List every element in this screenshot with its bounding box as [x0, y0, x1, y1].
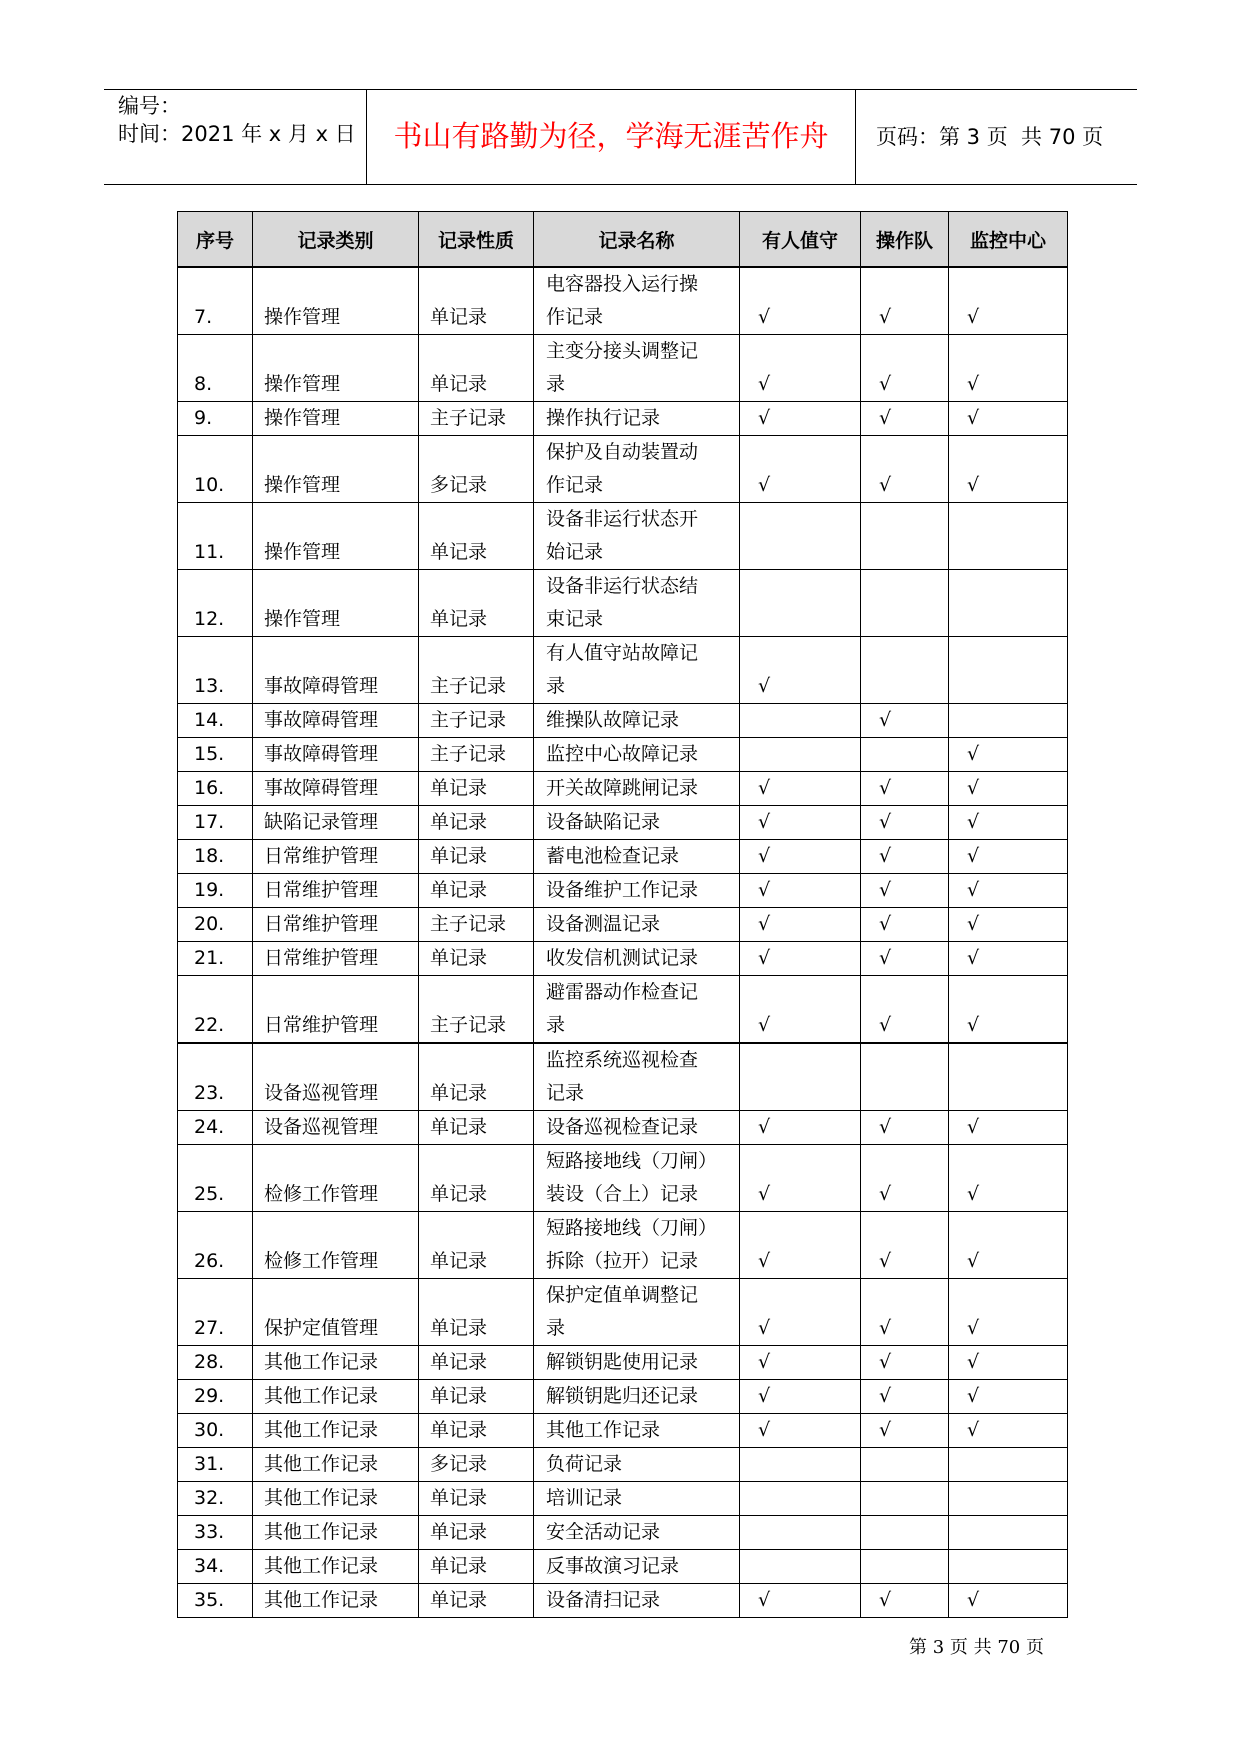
record-nature-cell: 单记录 — [419, 267, 534, 335]
center-check-cell: √ — [949, 1414, 1068, 1448]
row-number-cell: 7. — [178, 267, 253, 335]
page-header — [104, 89, 1137, 185]
center-check-cell — [949, 1516, 1068, 1550]
manned-check-cell — [740, 570, 861, 637]
table-row — [178, 1279, 1068, 1346]
record-category-cell: 设备巡视管理 — [253, 1043, 419, 1111]
record-nature-cell: 单记录 — [419, 503, 534, 570]
manned-check-cell: √ — [740, 436, 861, 503]
row-number-cell: 20. — [178, 908, 253, 942]
record-nature-cell: 单记录 — [419, 772, 534, 806]
team-check-cell: √ — [861, 704, 949, 738]
record-nature-cell: 单记录 — [419, 1279, 534, 1346]
record-nature-cell: 单记录 — [419, 1516, 534, 1550]
table-row — [178, 1346, 1068, 1380]
record-name-cell: 解锁钥匙归还记录 — [534, 1380, 740, 1414]
manned-check-cell: √ — [740, 806, 861, 840]
team-check-cell — [861, 570, 949, 637]
record-nature-cell: 单记录 — [419, 1145, 534, 1212]
team-check-cell: √ — [861, 436, 949, 503]
record-name-cell: 设备测温记录 — [534, 908, 740, 942]
record-name-cell: 操作执行记录 — [534, 402, 740, 436]
row-number-cell: 16. — [178, 772, 253, 806]
record-category-cell: 检修工作管理 — [253, 1145, 419, 1212]
table-row — [178, 436, 1068, 503]
document-time-label: 时间：2021 年 x 月 x 日 — [118, 122, 356, 146]
record-category-cell: 缺陷记录管理 — [253, 806, 419, 840]
row-number-cell: 13. — [178, 637, 253, 704]
record-category-cell: 其他工作记录 — [253, 1516, 419, 1550]
table-row — [178, 1111, 1068, 1145]
row-number-cell: 17. — [178, 806, 253, 840]
row-number-cell: 32. — [178, 1482, 253, 1516]
center-check-cell: √ — [949, 738, 1068, 772]
record-nature-cell: 单记录 — [419, 1043, 534, 1111]
row-number-cell: 28. — [178, 1346, 253, 1380]
row-number-cell: 25. — [178, 1145, 253, 1212]
column-header-number: 序号 — [178, 212, 253, 268]
record-category-cell: 其他工作记录 — [253, 1550, 419, 1584]
manned-check-cell: √ — [740, 1346, 861, 1380]
record-name-cell: 设备维护工作记录 — [534, 874, 740, 908]
team-check-cell — [861, 1550, 949, 1584]
record-nature-cell: 主子记录 — [419, 704, 534, 738]
manned-check-cell: √ — [740, 908, 861, 942]
team-check-cell — [861, 637, 949, 704]
team-check-cell — [861, 1482, 949, 1516]
record-category-cell: 保护定值管理 — [253, 1279, 419, 1346]
manned-check-cell: √ — [740, 1111, 861, 1145]
table-row — [178, 402, 1068, 436]
table-row — [178, 738, 1068, 772]
record-category-cell: 操作管理 — [253, 570, 419, 637]
center-check-cell — [949, 503, 1068, 570]
table-row — [178, 637, 1068, 704]
record-nature-cell: 单记录 — [419, 840, 534, 874]
manned-check-cell: √ — [740, 1212, 861, 1279]
center-check-cell: √ — [949, 1111, 1068, 1145]
table-header-row — [178, 212, 1068, 268]
record-nature-cell: 单记录 — [419, 1346, 534, 1380]
header-page-number: 页码：第 3 页 共 70 页 — [876, 125, 1104, 149]
record-name-cell: 维操队故障记录 — [534, 704, 740, 738]
record-name-cell: 反事故演习记录 — [534, 1550, 740, 1584]
record-category-cell: 操作管理 — [253, 267, 419, 335]
team-check-cell: √ — [861, 267, 949, 335]
manned-check-cell: √ — [740, 335, 861, 402]
record-name-cell: 设备非运行状态开 始记录 — [534, 503, 740, 570]
record-name-cell: 设备非运行状态结 束记录 — [534, 570, 740, 637]
record-category-cell: 日常维护管理 — [253, 840, 419, 874]
row-number-cell: 34. — [178, 1550, 253, 1584]
header-motto: 书山有路勤为径，学海无涯苦作舟 — [393, 119, 829, 153]
column-header-nature: 记录性质 — [419, 212, 534, 268]
row-number-cell: 35. — [178, 1584, 253, 1618]
center-check-cell: √ — [949, 1380, 1068, 1414]
manned-check-cell — [740, 1516, 861, 1550]
manned-check-cell: √ — [740, 1380, 861, 1414]
record-category-cell: 其他工作记录 — [253, 1414, 419, 1448]
record-name-cell: 设备清扫记录 — [534, 1584, 740, 1618]
record-category-cell: 事故障碍管理 — [253, 637, 419, 704]
team-check-cell: √ — [861, 840, 949, 874]
center-check-cell: √ — [949, 1212, 1068, 1279]
record-nature-cell: 单记录 — [419, 1482, 534, 1516]
records-table-body — [178, 267, 1068, 1618]
table-row — [178, 976, 1068, 1044]
manned-check-cell: √ — [740, 1279, 861, 1346]
table-row — [178, 772, 1068, 806]
row-number-cell: 31. — [178, 1448, 253, 1482]
team-check-cell: √ — [861, 806, 949, 840]
team-check-cell: √ — [861, 1145, 949, 1212]
row-number-cell: 9. — [178, 402, 253, 436]
table-row — [178, 335, 1068, 402]
center-check-cell: √ — [949, 267, 1068, 335]
record-name-cell: 主变分接头调整记 录 — [534, 335, 740, 402]
manned-check-cell: √ — [740, 976, 861, 1044]
center-check-cell: √ — [949, 1279, 1068, 1346]
row-number-cell: 23. — [178, 1043, 253, 1111]
row-number-cell: 22. — [178, 976, 253, 1044]
row-number-cell: 26. — [178, 1212, 253, 1279]
team-check-cell: √ — [861, 976, 949, 1044]
manned-check-cell — [740, 1448, 861, 1482]
manned-check-cell — [740, 704, 861, 738]
table-row — [178, 840, 1068, 874]
record-category-cell: 其他工作记录 — [253, 1584, 419, 1618]
record-nature-cell: 主子记录 — [419, 738, 534, 772]
center-check-cell — [949, 637, 1068, 704]
center-check-cell — [949, 1043, 1068, 1111]
manned-check-cell — [740, 503, 861, 570]
record-category-cell: 检修工作管理 — [253, 1212, 419, 1279]
record-name-cell: 设备缺陷记录 — [534, 806, 740, 840]
record-name-cell: 负荷记录 — [534, 1448, 740, 1482]
center-check-cell: √ — [949, 436, 1068, 503]
team-check-cell: √ — [861, 1414, 949, 1448]
manned-check-cell: √ — [740, 402, 861, 436]
table-row — [178, 1448, 1068, 1482]
record-name-cell: 有人值守站故障记 录 — [534, 637, 740, 704]
record-nature-cell: 单记录 — [419, 335, 534, 402]
manned-check-cell: √ — [740, 772, 861, 806]
table-row — [178, 1414, 1068, 1448]
manned-check-cell: √ — [740, 267, 861, 335]
record-nature-cell: 主子记录 — [419, 637, 534, 704]
row-number-cell: 15. — [178, 738, 253, 772]
team-check-cell — [861, 503, 949, 570]
record-category-cell: 日常维护管理 — [253, 908, 419, 942]
manned-check-cell — [740, 1550, 861, 1584]
center-check-cell: √ — [949, 908, 1068, 942]
table-row — [178, 570, 1068, 637]
document-number-label: 编号： — [118, 94, 181, 118]
table-row — [178, 1212, 1068, 1279]
manned-check-cell: √ — [740, 1145, 861, 1212]
record-name-cell: 蓄电池检查记录 — [534, 840, 740, 874]
record-nature-cell: 单记录 — [419, 1380, 534, 1414]
center-check-cell: √ — [949, 976, 1068, 1044]
manned-check-cell: √ — [740, 1584, 861, 1618]
table-row — [178, 874, 1068, 908]
records-table — [177, 211, 1068, 1618]
header-divider — [855, 90, 856, 184]
record-name-cell: 保护定值单调整记 录 — [534, 1279, 740, 1346]
record-name-cell: 监控中心故障记录 — [534, 738, 740, 772]
record-nature-cell: 单记录 — [419, 874, 534, 908]
record-category-cell: 事故障碍管理 — [253, 704, 419, 738]
record-name-cell: 监控系统巡视检查 记录 — [534, 1043, 740, 1111]
row-number-cell: 29. — [178, 1380, 253, 1414]
team-check-cell — [861, 1043, 949, 1111]
record-category-cell: 日常维护管理 — [253, 976, 419, 1044]
row-number-cell: 11. — [178, 503, 253, 570]
record-nature-cell: 单记录 — [419, 1550, 534, 1584]
manned-check-cell: √ — [740, 637, 861, 704]
center-check-cell — [949, 704, 1068, 738]
record-nature-cell: 单记录 — [419, 1111, 534, 1145]
record-nature-cell: 单记录 — [419, 942, 534, 976]
center-check-cell — [949, 1448, 1068, 1482]
team-check-cell: √ — [861, 1380, 949, 1414]
center-check-cell: √ — [949, 1346, 1068, 1380]
record-category-cell: 操作管理 — [253, 436, 419, 503]
record-name-cell: 短路接地线（刀闸） 装设（合上）记录 — [534, 1145, 740, 1212]
manned-check-cell — [740, 738, 861, 772]
manned-check-cell: √ — [740, 840, 861, 874]
record-name-cell: 安全活动记录 — [534, 1516, 740, 1550]
center-check-cell — [949, 1550, 1068, 1584]
manned-check-cell: √ — [740, 942, 861, 976]
row-number-cell: 30. — [178, 1414, 253, 1448]
record-nature-cell: 单记录 — [419, 1414, 534, 1448]
record-name-cell: 解锁钥匙使用记录 — [534, 1346, 740, 1380]
page-footer: 第 3 页 共 70 页 — [909, 1637, 1044, 1658]
record-name-cell: 开关故障跳闸记录 — [534, 772, 740, 806]
record-category-cell: 操作管理 — [253, 503, 419, 570]
center-check-cell: √ — [949, 874, 1068, 908]
column-header-team: 操作队 — [861, 212, 949, 268]
table-row — [178, 1516, 1068, 1550]
table-row — [178, 1145, 1068, 1212]
row-number-cell: 14. — [178, 704, 253, 738]
record-name-cell: 培训记录 — [534, 1482, 740, 1516]
column-header-name: 记录名称 — [534, 212, 740, 268]
record-nature-cell: 单记录 — [419, 806, 534, 840]
team-check-cell: √ — [861, 942, 949, 976]
table-row — [178, 704, 1068, 738]
record-category-cell: 日常维护管理 — [253, 942, 419, 976]
table-row — [178, 1584, 1068, 1618]
record-name-cell: 电容器投入运行操 作记录 — [534, 267, 740, 335]
team-check-cell — [861, 1516, 949, 1550]
manned-check-cell — [740, 1043, 861, 1111]
center-check-cell: √ — [949, 1584, 1068, 1618]
manned-check-cell: √ — [740, 1414, 861, 1448]
header-meta — [118, 92, 356, 148]
record-category-cell: 其他工作记录 — [253, 1482, 419, 1516]
team-check-cell — [861, 1448, 949, 1482]
record-category-cell: 其他工作记录 — [253, 1448, 419, 1482]
team-check-cell: √ — [861, 335, 949, 402]
record-nature-cell: 单记录 — [419, 570, 534, 637]
record-category-cell: 操作管理 — [253, 402, 419, 436]
record-name-cell: 避雷器动作检查记 录 — [534, 976, 740, 1044]
column-header-center: 监控中心 — [949, 212, 1068, 268]
manned-check-cell: √ — [740, 874, 861, 908]
team-check-cell: √ — [861, 402, 949, 436]
table-row — [178, 503, 1068, 570]
row-number-cell: 8. — [178, 335, 253, 402]
center-check-cell: √ — [949, 335, 1068, 402]
column-header-manned: 有人值守 — [740, 212, 861, 268]
center-check-cell: √ — [949, 1145, 1068, 1212]
center-check-cell — [949, 1482, 1068, 1516]
row-number-cell: 19. — [178, 874, 253, 908]
record-name-cell: 收发信机测试记录 — [534, 942, 740, 976]
table-row — [178, 908, 1068, 942]
record-category-cell: 设备巡视管理 — [253, 1111, 419, 1145]
record-category-cell: 其他工作记录 — [253, 1346, 419, 1380]
record-nature-cell: 单记录 — [419, 1584, 534, 1618]
table-row — [178, 806, 1068, 840]
center-check-cell: √ — [949, 942, 1068, 976]
record-category-cell: 事故障碍管理 — [253, 738, 419, 772]
row-number-cell: 10. — [178, 436, 253, 503]
table-row — [178, 1550, 1068, 1584]
record-name-cell: 设备巡视检查记录 — [534, 1111, 740, 1145]
row-number-cell: 21. — [178, 942, 253, 976]
table-row — [178, 1482, 1068, 1516]
record-nature-cell: 主子记录 — [419, 908, 534, 942]
record-nature-cell: 主子记录 — [419, 402, 534, 436]
table-row — [178, 1043, 1068, 1111]
row-number-cell: 24. — [178, 1111, 253, 1145]
column-header-category: 记录类别 — [253, 212, 419, 268]
team-check-cell: √ — [861, 1346, 949, 1380]
table-row — [178, 942, 1068, 976]
record-category-cell: 日常维护管理 — [253, 874, 419, 908]
team-check-cell: √ — [861, 1584, 949, 1618]
record-category-cell: 操作管理 — [253, 335, 419, 402]
team-check-cell: √ — [861, 1279, 949, 1346]
center-check-cell: √ — [949, 772, 1068, 806]
manned-check-cell — [740, 1482, 861, 1516]
record-category-cell: 其他工作记录 — [253, 1380, 419, 1414]
record-nature-cell: 单记录 — [419, 1212, 534, 1279]
record-nature-cell: 多记录 — [419, 1448, 534, 1482]
center-check-cell — [949, 570, 1068, 637]
row-number-cell: 33. — [178, 1516, 253, 1550]
team-check-cell: √ — [861, 772, 949, 806]
team-check-cell: √ — [861, 1111, 949, 1145]
center-check-cell: √ — [949, 402, 1068, 436]
team-check-cell — [861, 738, 949, 772]
team-check-cell: √ — [861, 1212, 949, 1279]
record-name-cell: 保护及自动装置动 作记录 — [534, 436, 740, 503]
record-nature-cell: 主子记录 — [419, 976, 534, 1044]
row-number-cell: 12. — [178, 570, 253, 637]
team-check-cell: √ — [861, 874, 949, 908]
record-nature-cell: 多记录 — [419, 436, 534, 503]
row-number-cell: 18. — [178, 840, 253, 874]
table-row — [178, 1380, 1068, 1414]
center-check-cell: √ — [949, 840, 1068, 874]
record-name-cell: 其他工作记录 — [534, 1414, 740, 1448]
record-name-cell: 短路接地线（刀闸） 拆除（拉开）记录 — [534, 1212, 740, 1279]
table-row — [178, 267, 1068, 335]
row-number-cell: 27. — [178, 1279, 253, 1346]
center-check-cell: √ — [949, 806, 1068, 840]
record-category-cell: 事故障碍管理 — [253, 772, 419, 806]
team-check-cell: √ — [861, 908, 949, 942]
